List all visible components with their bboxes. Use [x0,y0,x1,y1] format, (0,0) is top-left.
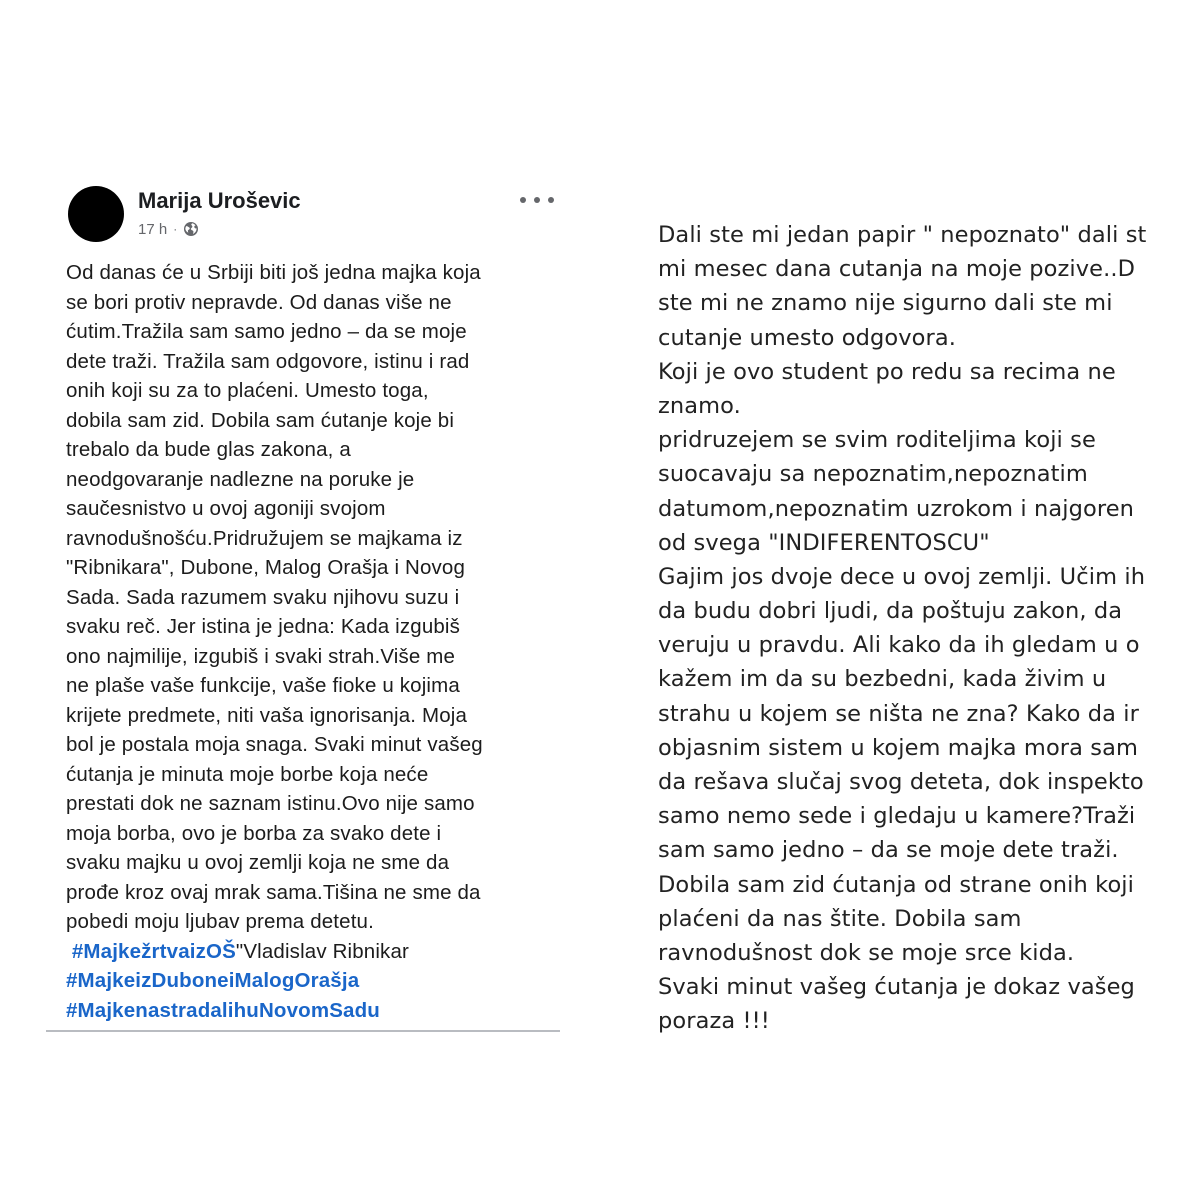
globe-icon[interactable] [183,221,199,237]
hashtag-line [66,966,560,996]
hashtag-line [66,996,560,1026]
post-meta [138,219,199,239]
post-line: svaku majku u ovoj zemlji koja ne sme da [66,851,450,874]
note-line: Gajim jos dvoje dece u ovoj zemlji. Učim ih [658,563,1146,590]
hashtag-link-novi-sad[interactable]: #MajkenastradalihuNovomSadu [66,998,380,1022]
note-line: ravnodušnost dok se moje srce kida. [658,939,1075,966]
note-line: poraza !!! [658,1008,770,1035]
note-line: pridruzejem se svim roditeljima koji se [658,427,1096,454]
note-line: strahu u kojem se ništa ne zna? Kako da ir [658,700,1139,727]
note-line: Dobila sam zid ćutanja od strane onih koji [658,871,1135,898]
post-line: ono najmilije, izgubiš i svaki strah.Više me [66,644,456,668]
note-line: da rešava slučaj svog deteta, dok inspekto [658,769,1144,795]
note-line: ste mi ne znamo nije sigurno dali ste mi [658,290,1113,317]
note-line: od svega "INDIFERENTOSCU" [658,529,990,556]
note-line: cutanje umesto odgovora. [658,324,956,351]
post-line: se bori protiv nepravde. Od danas više ne [66,290,452,314]
hashtag-link-ribnikar[interactable]: #MajkežrtvaizOŠ [71,939,236,963]
post-line: moja borba, ovo je borba za svako dete i [66,821,442,845]
post-line: dete traži. Tražila sam odgovore, istinu i rad [66,349,470,373]
hashtag-link-dubona[interactable]: #MajkeizDuboneiMalogOrašja [66,969,360,992]
note-line: mi mesec dana cutanja na moje pozive..D [658,256,1136,283]
note-line: objasnim sistem u kojem majka mora sam [658,734,1139,761]
note-line: datumom,nepoznatim uzrokom i najgoren [658,495,1135,522]
avatar[interactable] [68,186,124,242]
post-line: prestati dok ne saznam istinu.Ovo nije samo [66,792,475,815]
note-line: Koji je ovo student po redu sa recima ne [658,358,1116,385]
hashtag-line [66,937,560,967]
note-line: samo nemo sede i gledaju u kamere?Traži [658,803,1136,830]
post-line: pobedi moju ljubav prema detetu. [66,910,374,933]
meta-separator: · [173,222,178,236]
note-text [658,218,1200,1048]
post-line: prođe kroz ovaj mrak sama.Tišina ne sme da [66,880,481,904]
post-line: bol je postala moja snaga. Svaki minut vašeg [66,733,483,756]
note-line: da budu dobri ljudi, da poštuju zakon, da [658,598,1123,625]
post-line: neodgovaranje nadlezne na poruke je [66,467,415,491]
note-line: Dali ste mi jedan papir " nepoznato" dali st [658,222,1147,248]
post-line: ne plaše vaše funkcije, vaše fioke u kojima [66,674,460,697]
hashtag-suffix: "Vladislav Ribnikar [235,939,409,963]
post-line: trebalo da bude glas zakona, a [66,438,351,461]
post-header [46,172,560,248]
more-options-icon[interactable] [520,190,554,210]
note-line: suocavaju sa nepoznatim,nepoznatim [658,461,1088,488]
post-text [66,258,560,1025]
post-line: "Ribnikara", Dubone, Malog Orašja i Novog [66,556,466,579]
post-line: ravnodušnošću.Pridružujem se majkama iz [66,526,463,550]
note-line: sam samo jedno – da se moje dete traži. [658,837,1119,864]
post-line: dobila sam zid. Dobila sam ćutanje koje bi [66,408,455,432]
author-name[interactable]: Marija Uroševic [138,188,301,213]
post-line: ćutim.Tražila sam samo jedno – da se moje [66,320,467,343]
post-timestamp[interactable]: 17 h [138,220,168,238]
note-line: plaćeni da nas štite. Dobila sam [658,905,1022,932]
post-line: Sada. Sada razumem svaku njihovu suzu i [66,585,460,609]
post-line: Od danas će u Srbiji biti još jedna majka koja [66,261,481,284]
post-line: onih koji su za to plaćeni. Umesto toga, [66,379,429,402]
social-post [46,172,560,1032]
note-line: znamo. [658,392,741,419]
post-line: krijete predmete, niti vaša ignorisanja. Moja [66,703,467,727]
post-line: saučesnistvo u ovoj agoniji svojom [66,497,386,520]
note-line: veruju u pravdu. Ali kako da ih gledam u o [658,632,1140,659]
post-line: ćutanja je minuta moje borbe koja neće [66,762,429,786]
post-line: svaku reč. Jer istina je jedna: Kada izgubiš [66,615,461,638]
post-divider [46,1030,560,1032]
note-line: Svaki minut vašeg ćutanja je dokaz vašeg [658,974,1135,1001]
note-line: kažem im da su bezbedni, kada živim u [658,666,1107,693]
